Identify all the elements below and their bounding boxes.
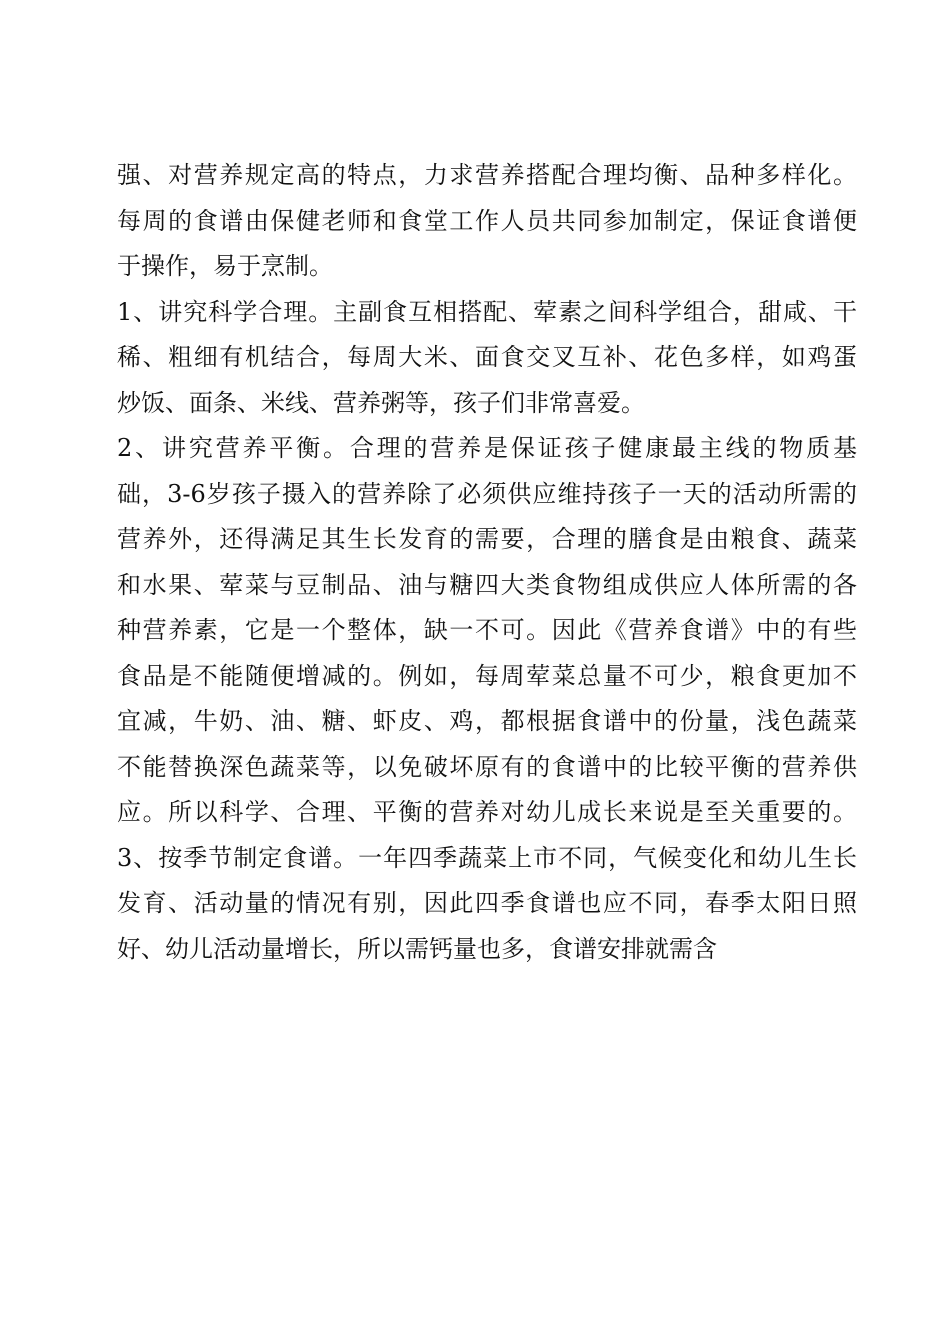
text-line: 应。所以科学、合理、平衡的营养对幼儿成长来说是至关重要的。 [117,798,857,826]
text-line: 种营养素，它是一个整体，缺一不可。因此《营养食谱》中的有些 [117,616,857,644]
body-text [117,153,857,972]
text-line: 于操作，易于烹制。 [117,252,333,280]
text-line: 好、幼儿活动量增长，所以需钙量也多，食谱安排就需含 [117,934,717,963]
text-line: 食品是不能随便增减的。例如，每周荤菜总量不可少，粮食更加不 [117,661,857,690]
text-line: 和水果、荤菜与豆制品、油与糖四大类食物组成供应人体所需的各 [117,570,857,599]
text-line: 不能替换深色蔬菜等，以免破坏原有的食谱中的比较平衡的营养供 [117,752,857,781]
text-line: 每周的食谱由保健老师和食堂工作人员共同参加制定，保证食谱便 [117,206,857,235]
text-line: 础，3-6岁孩子摄入的营养除了必须供应维持孩子一天的活动所需的 [117,479,857,508]
text-line: 营养外，还得满足其生长发育的需要，合理的膳食是由粮食、蔬菜 [117,525,857,553]
text-line: 发育、活动量的情况有别，因此四季食谱也应不同，春季太阳日照 [117,889,857,917]
text-line: 宜减，牛奶、油、糖、虾皮、鸡，都根据食谱中的份量，浅色蔬菜 [117,707,857,735]
text-line: 强、对营养规定高的特点，力求营养搭配合理均衡、品种多样化。 [117,161,857,189]
text-line: 3、按季节制定食谱。一年四季蔬菜上市不同，气候变化和幼儿生长 [117,843,857,872]
text-line: 2、讲究营养平衡。合理的营养是保证孩子健康最主线的物质基 [117,434,857,462]
text-line: 1、讲究科学合理。主副食互相搭配、荤素之间科学组合，甜咸、干 [117,297,857,326]
text-line: 稀、粗细有机结合，每周大米、面食交叉互补、花色多样，如鸡蛋 [117,343,857,371]
text-line: 炒饭、面条、米线、营养粥等，孩子们非常喜爱。 [117,388,645,417]
